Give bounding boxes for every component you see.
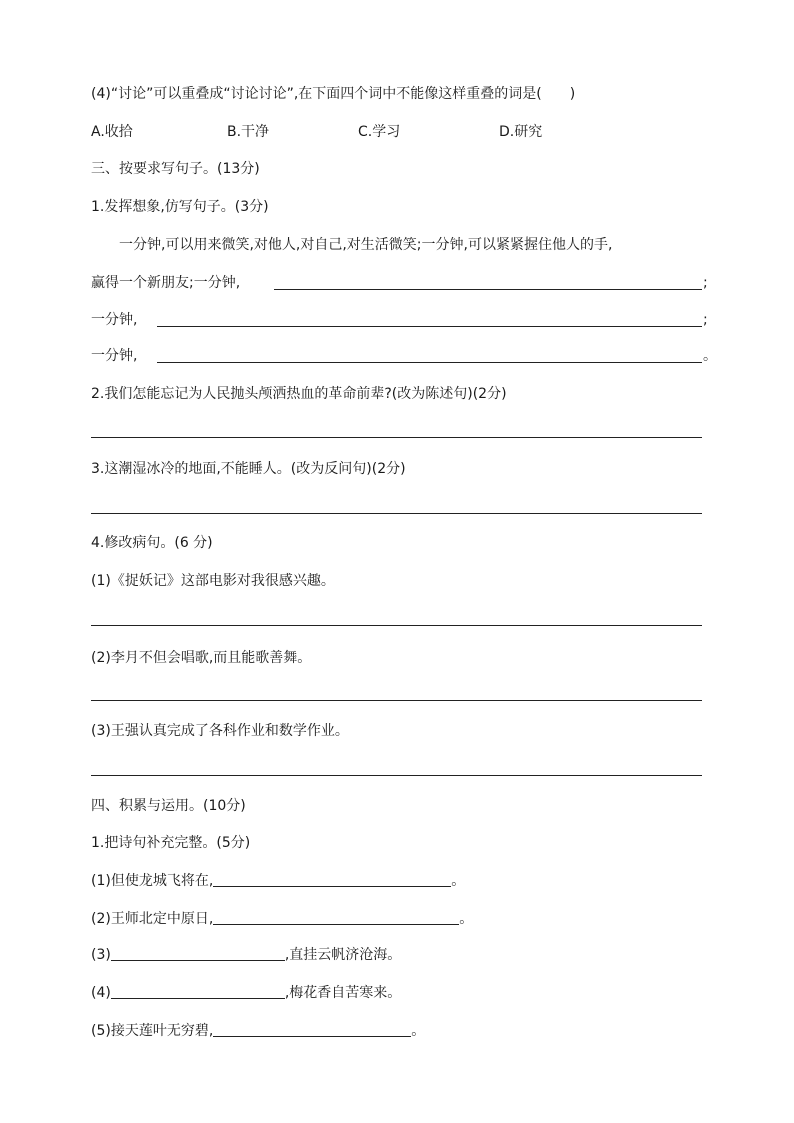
s3-q1-title: 1.发挥想象,仿写句子。(3分)	[91, 199, 269, 215]
answer-line[interactable]	[91, 625, 702, 626]
s3-q1-example-line: 一分钟,可以用来微笑,对他人,对自己,对生活微笑;一分钟,可以紧紧握住他人的手,	[119, 237, 613, 253]
poem-blank[interactable]	[111, 984, 285, 999]
s3-q1-line2-prefix: 赢得一个新朋友;一分钟,	[91, 275, 241, 291]
poem-blank[interactable]	[213, 1022, 411, 1037]
poem-item-1: (1)但使龙城飞将在, 。	[91, 873, 466, 889]
semicolon: ;	[703, 275, 708, 291]
s3-q1-line3-prefix: 一分钟,	[91, 312, 138, 328]
answer-line[interactable]	[91, 700, 702, 701]
poem-item-4: (4) ,梅花香自苦寒来。	[91, 985, 402, 1001]
s3-q2-title: 2.我们怎能忘记为人民抛头颅洒热血的革命前辈?(改为陈述句)(2分)	[91, 386, 507, 402]
period: 。	[703, 348, 717, 364]
s3-q4-item-3: (3)王强认真完成了各科作业和数学作业。	[91, 723, 349, 739]
section-3-heading: 三、按要求写句子。(13分)	[91, 161, 260, 177]
poem-blank[interactable]	[213, 872, 451, 887]
option-c: C.学习	[358, 124, 401, 140]
s4-q1-title: 1.把诗句补充完整。(5分)	[91, 835, 251, 851]
option-b: B.干净	[227, 124, 270, 140]
answer-line[interactable]	[91, 775, 702, 776]
s3-q4-title: 4.修改病句。(6 分)	[91, 535, 213, 551]
option-a: A.收拾	[91, 124, 133, 140]
s3-q4-item-1: (1)《捉妖记》这部电影对我很感兴趣。	[91, 573, 335, 589]
poem-item-2: (2)王师北定中原日, 。	[91, 911, 474, 927]
poem-item-3: (3) ,直挂云帆济沧海。	[91, 947, 402, 963]
s3-q4-item-2: (2)李月不但会唱歌,而且能歌善舞。	[91, 650, 312, 666]
option-d: D.研究	[499, 124, 543, 140]
s3-q3-title: 3.这潮湿冰冷的地面,不能睡人。(改为反问句)(2分)	[91, 461, 406, 477]
poem-blank[interactable]	[111, 946, 285, 961]
semicolon: ;	[703, 312, 708, 328]
answer-blank[interactable]	[157, 362, 702, 363]
answer-line[interactable]	[91, 513, 702, 514]
poem-blank[interactable]	[213, 910, 459, 925]
s3-q1-line4-prefix: 一分钟,	[91, 348, 138, 364]
section-4-heading: 四、积累与运用。(10分)	[91, 798, 246, 814]
poem-item-5: (5)接天莲叶无穷碧, 。	[91, 1023, 426, 1039]
question-4-text: (4)“讨论”可以重叠成“讨论讨论”,在下面四个词中不能像这样重叠的词是( )	[91, 86, 576, 102]
answer-line[interactable]	[91, 437, 702, 438]
answer-blank[interactable]	[274, 289, 702, 290]
answer-blank[interactable]	[157, 326, 702, 327]
